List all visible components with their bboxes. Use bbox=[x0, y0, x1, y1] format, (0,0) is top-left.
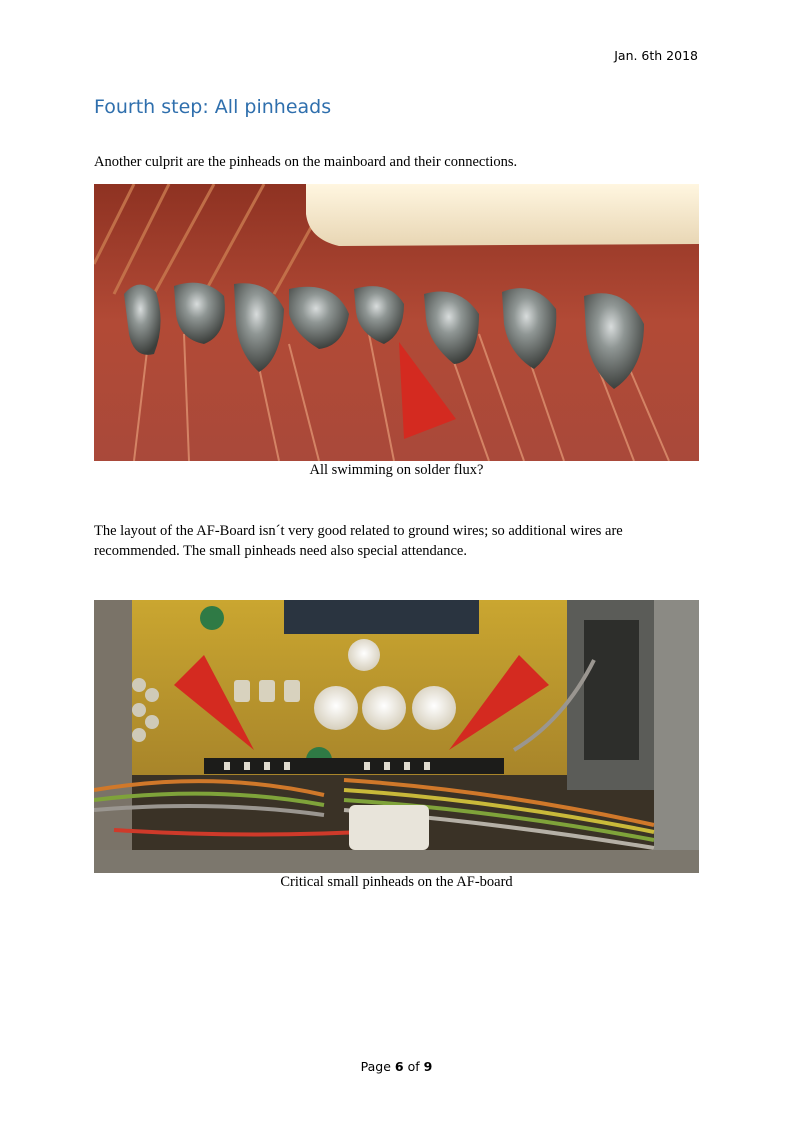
intro-paragraph: Another culprit are the pinheads on the mainboard and their connections. bbox=[94, 154, 518, 170]
footer-page-current: 6 bbox=[394, 1059, 404, 1074]
page-footer bbox=[0, 1059, 793, 1074]
section-heading: Fourth step: All pinheads bbox=[94, 96, 332, 118]
figure1-caption: All swimming on solder flux? bbox=[309, 462, 484, 478]
footer-page-of: of bbox=[407, 1059, 420, 1074]
af-board-photo bbox=[94, 600, 699, 873]
figure2-caption: Critical small pinheads on the AF-board bbox=[280, 874, 513, 890]
header-date: Jan. 6th 2018 bbox=[614, 48, 698, 63]
footer-page-total: 9 bbox=[423, 1059, 433, 1074]
pinheads-closeup-photo bbox=[94, 184, 699, 461]
body-paragraph: The layout of the AF-Board isn´t very good related to ground wires; so additional wires are recommended. The small pinheads need also special attendance. bbox=[94, 523, 623, 559]
footer-page-prefix: Page bbox=[360, 1059, 391, 1074]
pinheads-closeup-image bbox=[94, 184, 699, 461]
af-board-image bbox=[94, 600, 699, 873]
